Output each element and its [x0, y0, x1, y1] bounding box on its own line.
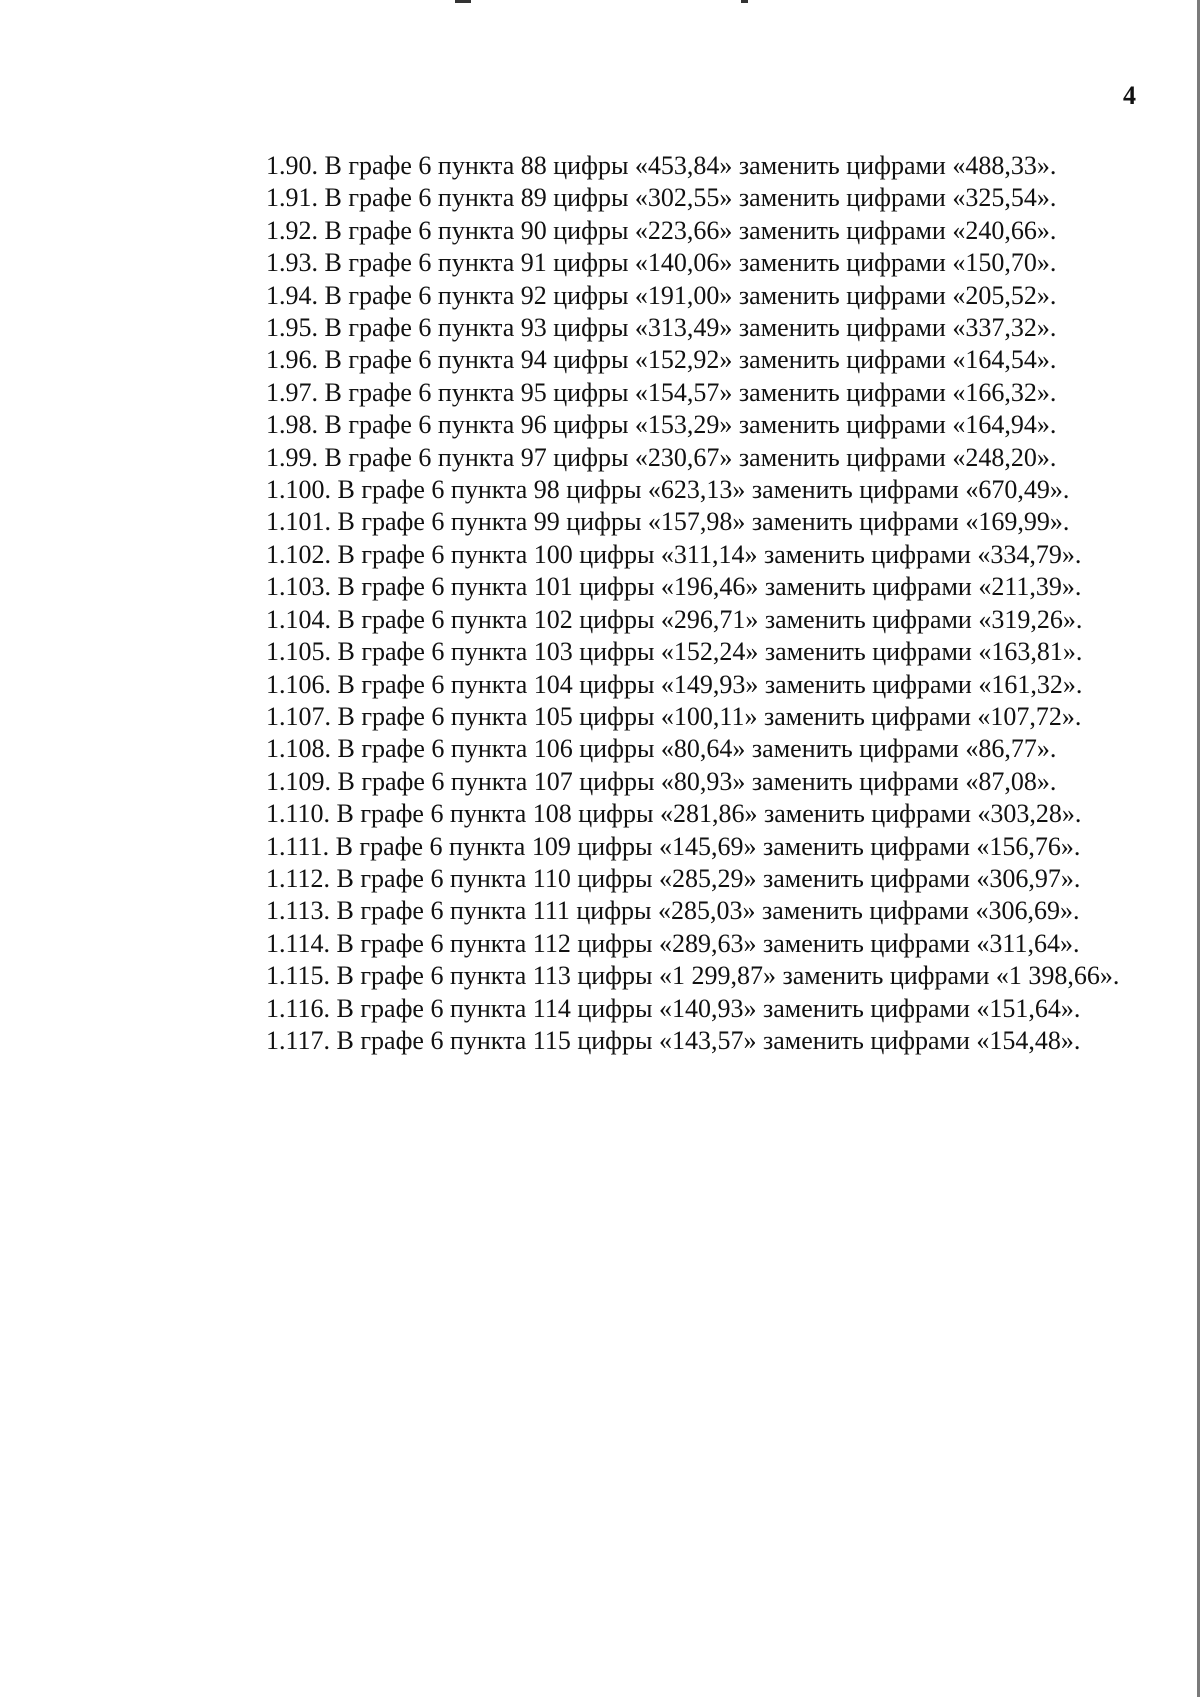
amendment-paragraph: 1.117. В графе 6 пункта 115 цифры «143,57» заменить цифрами «154,48». [266, 1025, 1081, 1055]
amendment-paragraph: 1.116. В графе 6 пункта 114 цифры «140,93» заменить цифрами «151,64». [266, 993, 1081, 1023]
amendment-paragraph: 1.105. В графе 6 пункта 103 цифры «152,24» заменить цифрами «163,81». [266, 637, 1083, 667]
amendment-paragraph: 1.90. В графе 6 пункта 88 цифры «453,84» заменить цифрами «488,33». [266, 151, 1057, 180]
scan-artifact [741, 0, 748, 3]
amendment-paragraph: 1.98. В графе 6 пункта 96 цифры «153,29» заменить цифрами «164,94». [266, 410, 1057, 440]
amendment-paragraph: 1.104. В графе 6 пункта 102 цифры «296,71» заменить цифрами «319,26». [266, 604, 1083, 634]
amendment-paragraph: 1.110. В графе 6 пункта 108 цифры «281,86» заменить цифрами «303,28». [266, 799, 1082, 829]
amendment-paragraph: 1.99. В графе 6 пункта 97 цифры «230,67» заменить цифрами «248,20». [266, 442, 1057, 472]
amendment-paragraph: 1.111. В графе 6 пункта 109 цифры «145,69» заменить цифрами «156,76». [266, 831, 1081, 861]
amendment-paragraph: 1.96. В графе 6 пункта 94 цифры «152,92» заменить цифрами «164,54». [266, 345, 1057, 375]
amendment-paragraph: 1.91. В графе 6 пункта 89 цифры «302,55» заменить цифрами «325,54». [266, 183, 1057, 213]
amendment-paragraph: 1.97. В графе 6 пункта 95 цифры «154,57» заменить цифрами «166,32». [266, 377, 1057, 407]
amendment-paragraph: 1.113. В графе 6 пункта 111 цифры «285,03» заменить цифрами «306,69». [266, 896, 1080, 926]
amendment-paragraph: 1.108. В графе 6 пункта 106 цифры «80,64» заменить цифрами «86,77». [266, 734, 1057, 764]
amendments-list [190, 150, 1136, 1057]
amendment-paragraph: 1.101. В графе 6 пункта 99 цифры «157,98» заменить цифрами «169,99». [266, 507, 1070, 537]
amendment-paragraph: 1.94. В графе 6 пункта 92 цифры «191,00» заменить цифрами «205,52». [266, 280, 1057, 310]
amendment-paragraph: 1.112. В графе 6 пункта 110 цифры «285,29» заменить цифрами «306,97». [266, 863, 1081, 893]
amendment-paragraph: 1.114. В графе 6 пункта 112 цифры «289,63» заменить цифрами «311,64». [266, 928, 1080, 958]
amendment-paragraph: 1.103. В графе 6 пункта 101 цифры «196,46» заменить цифрами «211,39». [266, 572, 1082, 602]
amendment-paragraph: 1.93. В графе 6 пункта 91 цифры «140,06» заменить цифрами «150,70». [266, 248, 1057, 278]
amendment-paragraph: 1.100. В графе 6 пункта 98 цифры «623,13» заменить цифрами «670,49». [266, 475, 1070, 505]
amendment-paragraph: 1.109. В графе 6 пункта 107 цифры «80,93» заменить цифрами «87,08». [266, 766, 1057, 796]
amendment-paragraph: 1.95. В графе 6 пункта 93 цифры «313,49» заменить цифрами «337,32». [266, 313, 1057, 343]
amendment-paragraph: 1.102. В графе 6 пункта 100 цифры «311,14» заменить цифрами «334,79». [266, 539, 1082, 569]
scan-artifact [455, 0, 471, 3]
page-number: 4 [1123, 81, 1136, 110]
amendment-paragraph: 1.115. В графе 6 пункта 113 цифры «1 299,87» заменить цифрами «1 398,66». [266, 961, 1120, 991]
amendment-paragraph: 1.107. В графе 6 пункта 105 цифры «100,11» заменить цифрами «107,72». [266, 701, 1082, 731]
amendment-paragraph: 1.106. В графе 6 пункта 104 цифры «149,93» заменить цифрами «161,32». [266, 669, 1083, 699]
amendment-paragraph: 1.92. В графе 6 пункта 90 цифры «223,66» заменить цифрами «240,66». [266, 215, 1057, 245]
